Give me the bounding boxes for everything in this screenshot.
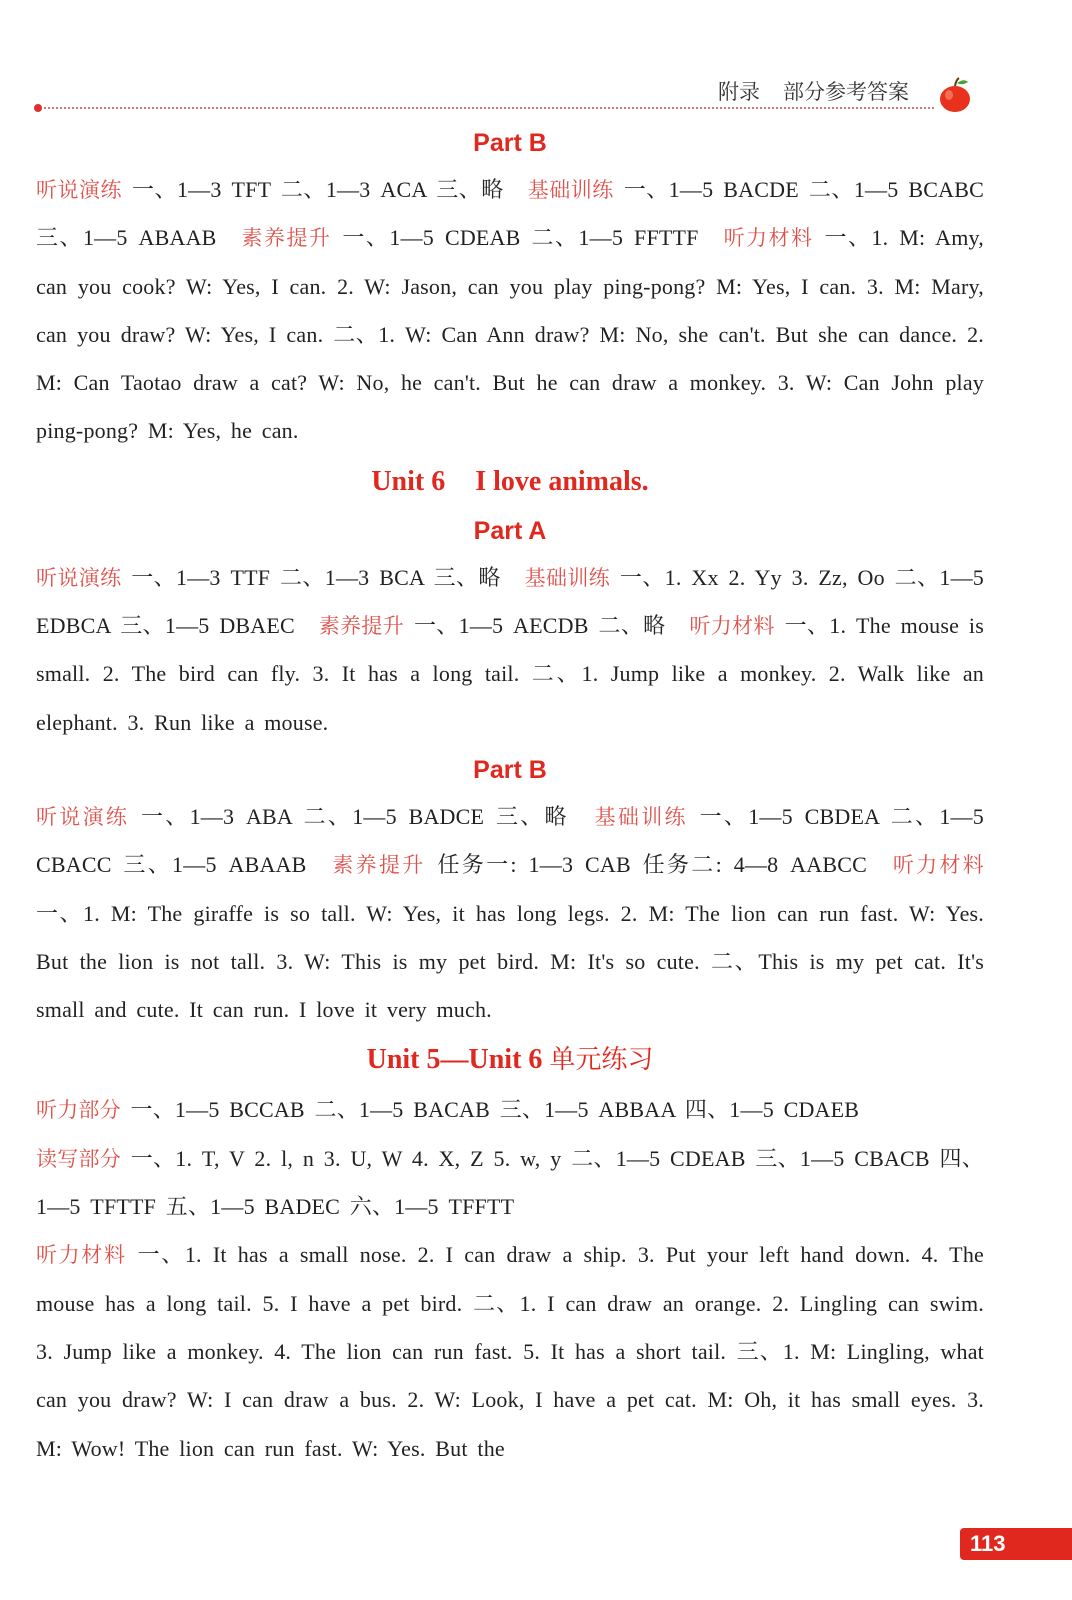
unit-name: I love animals. <box>475 465 649 497</box>
answer-text: 一、1. M: Amy, can you cook? W: Yes, I can. 2. W: Jason, can you play ping-pong? M: Yes, I can. 3. M: Mary, can you draw? W: Yes, I can. 二、1. W: Can Ann draw? M: No, she can't. But she can dance. 2. M: Can Taotao draw a cat? W: No, he can't. But he can draw a monkey. 3. W: Can John play ping-pong? M: Yes, he can. <box>36 225 985 444</box>
unit-title <box>36 1034 984 1086</box>
category-tag: 基础训练 <box>594 804 688 829</box>
answer-text: 一、1—5 BACDE 二、1—5 BCABC 三、1—5 ABAAB <box>36 177 984 251</box>
section-title: Part B <box>473 755 547 784</box>
category-tag: 素养提升 <box>332 853 426 878</box>
section-label: 部分参考答案 <box>783 80 909 104</box>
page-header <box>0 68 1072 118</box>
appendix-label: 附录 <box>718 80 760 104</box>
category-tag: 听力材料 <box>689 614 775 639</box>
category-tag: 读写部分 <box>36 1146 122 1171</box>
category-tag: 素养提升 <box>241 226 332 251</box>
answer-text: 一、1. The mouse is small. 2. The bird can fly. 3. It has a long tail. 二、1. Jump like a monkey. 2. Walk like an elephant. 3. Run like a mouse. <box>36 613 985 735</box>
header-divider <box>44 107 934 109</box>
answer-paragraph <box>36 793 984 1034</box>
category-tag: 听力部分 <box>36 1098 121 1123</box>
answer-text: 一、1. M: The giraffe is so tall. W: Yes, it has long legs. 2. M: The lion can run fast. W: Yes. But the lion is not tall. 3. W: This is my pet bird. M: It's so cute. 二、This is my pet cat. It's small and cute. It can run. I love it very much. <box>36 900 984 1023</box>
section-title: Part A <box>473 516 547 545</box>
answer-paragraph <box>36 554 984 747</box>
category-tag: 听力材料 <box>723 226 814 251</box>
header-bullet <box>34 104 42 112</box>
answer-text: 任务一: 1—3 CAB 任务二: 4—8 AABCC <box>437 852 867 878</box>
unit-title <box>36 456 984 508</box>
answer-paragraph <box>36 1135 984 1232</box>
answer-paragraph <box>36 1086 984 1134</box>
category-tag: 基础训练 <box>524 565 611 590</box>
category-tag: 听说演练 <box>36 565 122 590</box>
review-title-cn: 单元练习 <box>549 1045 654 1076</box>
category-tag: 听力材料 <box>892 853 984 878</box>
category-tag: 素养提升 <box>318 614 405 639</box>
answer-text: 一、1—5 CBDEA 二、1—5 CBACC 三、1—5 ABAAB <box>36 803 984 878</box>
answer-text: 一、1—3 ABA 二、1—5 BADCE 三、略 <box>140 803 569 829</box>
answer-text: 一、1. T, V 2. l, n 3. U, W 4. X, Z 5. w, y 二、1—5 CDEAB 三、1—5 CBACB 四、1—5 TFTTF 五、1—5 BADEC 六、1—5 TFFTT <box>36 1145 985 1220</box>
apple-icon <box>936 76 974 114</box>
answer-text: 一、1—5 CDEAB 二、1—5 FFTTF <box>342 225 699 251</box>
section-title: Part B <box>473 129 547 157</box>
answer-content <box>36 120 984 1473</box>
page-number: 113 <box>960 1528 1072 1560</box>
answer-paragraph <box>36 166 984 456</box>
answer-paragraph <box>36 1231 984 1472</box>
answer-text: 一、1. It has a small nose. 2. I can draw a ship. 3. Put your left hand down. 4. The mouse has a long tail. 5. I have a pet bird. 二、1. I can draw an orange. 2. Lingling can swim. 3. Jump like a monkey. 4. The lion can run fast. 5. It has a short tail. 三、1. M: Lingling, what can you draw? W: I can draw a bus. 2. W: Look, I have a pet cat. M: Oh, it has small eyes. 3. M: Wow! The lion can run fast. W: Yes. But the <box>36 1242 984 1461</box>
answer-text: 一、1. Xx 2. Yy 3. Zz, Oo 二、1—5 EDBCA 三、1—5 DBAEC <box>36 564 984 639</box>
answer-text: 一、1—3 TTF 二、1—3 BCA 三、略 <box>131 564 501 590</box>
category-tag: 听说演练 <box>36 178 122 202</box>
category-tag: 基础训练 <box>527 178 614 202</box>
category-tag: 听说演练 <box>36 804 130 829</box>
category-tag: 听力材料 <box>36 1243 127 1268</box>
review-title-en: Unit 5—Unit 6 <box>366 1044 543 1076</box>
answer-text: 一、1—5 BCCAB 二、1—5 BACAB 三、1—5 ABBAA 四、1—5 CDAEB <box>130 1097 860 1123</box>
answer-text: 一、1—3 TFT 二、1—3 ACA 三、略 <box>131 177 504 202</box>
unit-number: Unit 6 <box>371 465 446 497</box>
answer-text: 一、1—5 AECDB 二、略 <box>413 613 666 639</box>
